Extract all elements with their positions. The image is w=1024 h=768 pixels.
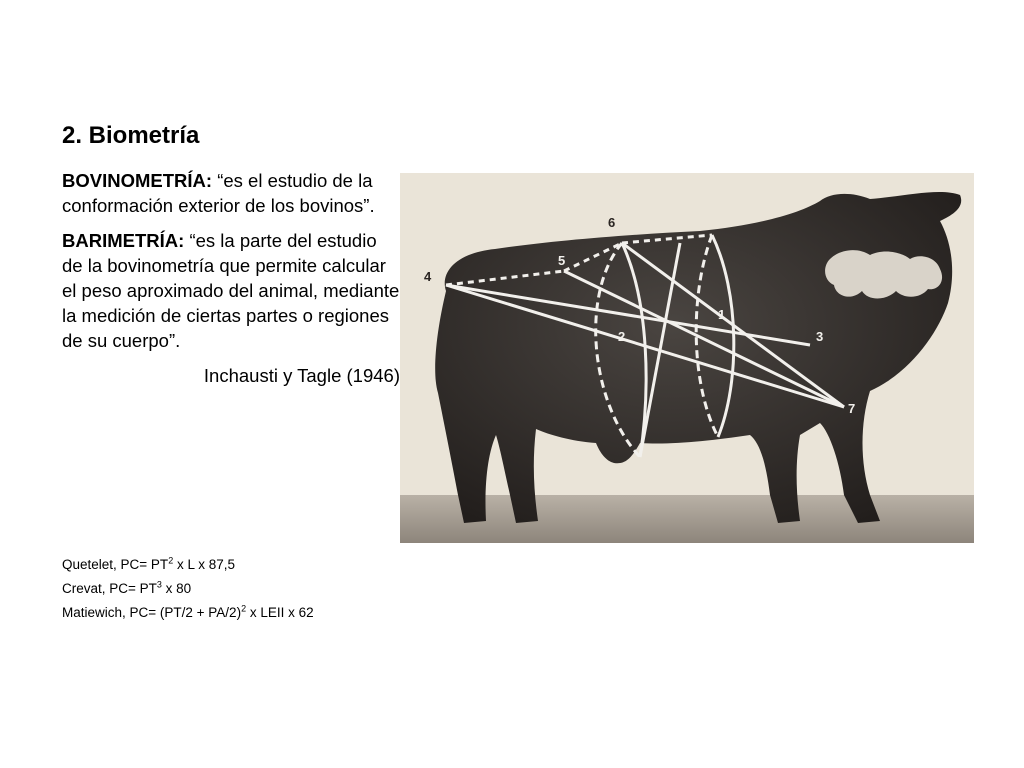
bovinometria-term: BOVINOMETRÍA: [62,170,213,191]
bovinometria-text: “es el estudio de la conformación exterior de los bovinos”. [62,170,375,216]
label-7: 7 [848,401,856,416]
definitions-block [62,168,400,398]
label-2: 2 [618,329,626,344]
formula-matiewich: Matiewich, $PC= (PT/2 + PA/2)^2$ x LEII x 62 [62,603,314,620]
label-3: 3 [816,329,824,344]
barimetria-term: BARIMETRÍA: [62,230,185,251]
barimetria-definition [62,228,400,353]
bull-measurement-photo [400,173,974,543]
bull-head-curls [825,250,942,298]
citation: Inchausti y Tagle (1946) [203,365,400,386]
formula-crevat: Crevat, $PC= PT^3$ x 80 [62,579,192,596]
label-6: 6 [608,215,616,230]
slide-title: 2. Biometría [62,122,200,149]
barimetria-text: “es la parte del estudio de la bovinometría que permite calcular el peso aproximado del animal, mediante la medición de ciertas partes o regiones de su cuerpo”. [62,230,400,351]
label-5: 5 [558,253,566,268]
weight-formulas [62,553,314,625]
label-1: 1 [718,307,726,322]
label-4: 4 [424,269,432,284]
bovinometria-definition [62,168,400,218]
formula-quetelet: Quetelet, $PC= PT^2$ x L x 87,5 [62,555,235,572]
photo-ground [400,495,974,543]
